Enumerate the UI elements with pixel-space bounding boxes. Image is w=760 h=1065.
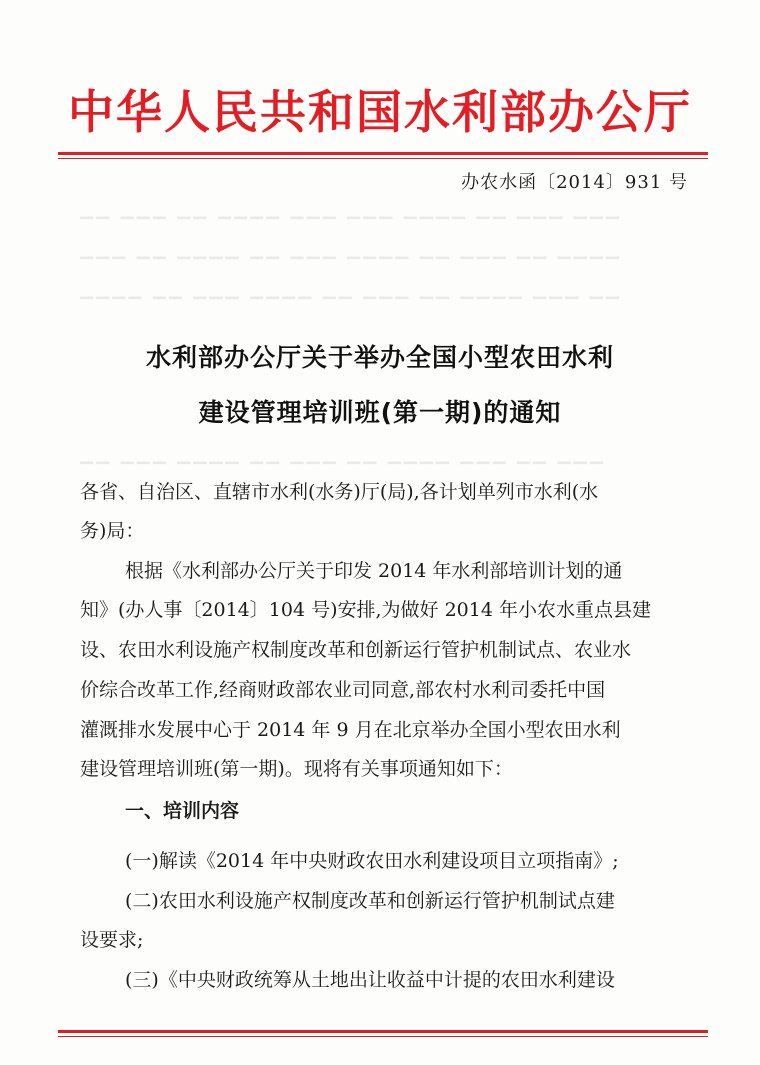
addressee-line-1: 各省、自治区、直辖市水利(水务)厅(局),各计划单列市水利(水 [80,481,599,503]
body-paragraph-line: 建设管理培训班(第一期)。现将有关事项通知如下： [80,758,513,780]
addressee-line-2: 务)局： [80,520,145,542]
section-heading: 一、培训内容 [125,800,240,822]
show-through-mark: ▁▁ ▁▁▁ ▁▁ ▁▁▁▁ ▁▁▁ ▁▁▁ ▁▁▁▁ ▁▁ ▁▁▁ ▁▁▁ [80,200,622,220]
footer-rule-thin [58,1036,708,1037]
body-paragraph-line: 灌溉排水发展中心于 2014 年 9 月在北京举办全国小型农田水利 [80,719,621,741]
body-paragraph-line: 根据《水利部办公厅关于印发 2014 年水利部培训计划的通 [125,560,623,582]
list-item-continuation: 设要求; [80,929,144,951]
body-paragraph-line: 价综合改革工作,经商财政部农业司同意,部农村水利司委托中国 [80,679,606,701]
document-number: 办农水函〔2014〕931 号 [461,172,688,193]
body-paragraph-line: 设、农田水利设施产权制度改革和创新运行管护机制试点、农业水 [80,639,632,661]
notice-title-line-2: 建设管理培训班(第一期)的通知 [198,398,562,427]
show-through-mark: ▁▁▁ ▁▁ ▁▁▁▁ ▁▁ ▁▁▁ ▁▁▁▁ ▁▁ ▁▁▁ ▁▁ ▁▁▁▁ [80,240,622,260]
header-rule-thick [58,152,708,155]
show-through-mark: ▁▁ ▁▁▁ ▁▁▁▁ ▁▁ ▁▁▁ ▁▁ ▁▁▁▁ ▁▁▁ ▁▁ ▁▁▁ [80,445,606,465]
show-through-mark: ▁▁▁▁ ▁▁ ▁▁▁ ▁▁▁▁ ▁▁ ▁▁▁ ▁▁ ▁▁▁▁ ▁▁▁ ▁▁ [80,280,622,300]
body-paragraph-line: 知》(办人事〔2014〕104 号)安排,为做好 2014 年小农水重点县建 [80,599,651,621]
agency-header: 中华人民共和国水利部办公厅 [68,85,692,139]
list-item: (二)农田水利设施产权制度改革和创新运行管护机制试点建 [125,890,615,912]
notice-title-line-1: 水利部办公厅关于举办全国小型农田水利 [145,343,614,372]
list-item: (三)《中央财政统筹从土地出让收益中计提的农田水利建设 [125,969,615,991]
list-item: (一)解读《2014 年中央财政农田水利建设项目立项指南》; [125,850,619,872]
footer-rule-thick [58,1030,708,1033]
header-rule-thin [58,158,708,159]
